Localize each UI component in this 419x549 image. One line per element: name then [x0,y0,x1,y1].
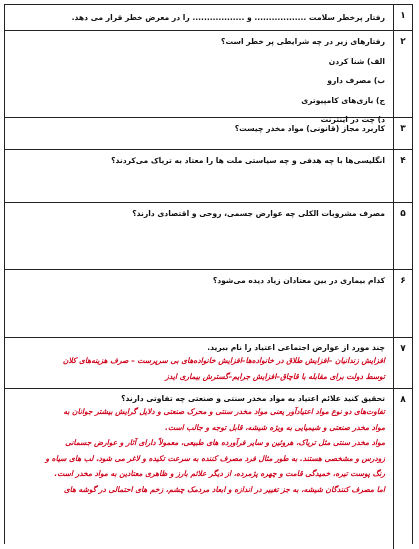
question-text: انگلیسی‌ها با چه هدفی و چه سیاستی ملت ها را معتاد به تریاک می‌کردند؟ [111,156,385,165]
question-number: ۶ [393,270,412,337]
question-number: ۱ [393,5,412,30]
question-text: مصرف مشروبات الکلی چه عوارض جسمی، روحی و اقتصادی دارند؟ [132,209,385,218]
question-text: چند مورد از عوارض اجتماعی اعتیاد را نام ببرید. [207,343,385,352]
question-text: تحقیق کنید علائم اعتیاد به مواد مخدر سنتی و صنعتی چه تفاوتی دارند؟ [121,394,385,403]
answer-line: اما مصرف کنندگان شیشه، به جز تغییر در اندازه و ابعاد مردمک چشم، زخم های احتمالی در گوشه های [63,484,385,494]
answer-line: توسط دولت برای مقابله با قاچاق–افزایش جرایم–گسترش بیماری ایدز [165,371,385,381]
question-number: ۳ [393,118,412,149]
question-row-2 [5,31,412,124]
question-number: ۸ [393,389,412,549]
option-c: ج) بازی‌های کامپیوتری [301,95,385,105]
answer-line: مواد مخدر سنتی مثل تریاک، هروئین و سایر فرآورده های طبیعی، معمولاً دارای آثار و عوارض جسمانی [65,438,385,447]
question-row-8 [5,389,412,549]
question-number: ۴ [393,150,412,202]
option-d: د) چت در اینترنت [320,115,385,124]
question-content [5,270,393,337]
question-row-6 [5,270,412,338]
question-text: کدام بیماری در بین معتادان زیاد دیده می‌شود؟ [212,276,385,285]
answer-line: رنگ پوست تیره، خمیدگی قامت و چهره پژمرده، از دیگر علائم بارز و ظاهری معتادین به مواد مخدر است. [54,469,385,478]
question-content [5,5,393,30]
question-row-1 [5,5,412,31]
option-a: الف) شنا کردن [328,56,385,66]
option-b: ب) مصرف دارو [327,76,385,85]
answer-line: زودرس و مشخصی هستند. به طور مثال فرد مصرف کننده به سرعت تکیده و لاغر می شود، لب های سیاه و [45,453,385,463]
question-content [5,203,393,269]
question-content [5,31,393,124]
question-text: رفتار پرخطر سلامت .................. و .................. را در معرض خطر قرار می دهد. [71,13,385,22]
answer-line: افزایش زندانیان –افزایش طلاق در خانواده‌ها–افزایش خانواده‌های بی سرپرست – صرف هزینه‌های کلان [62,356,385,365]
answer-line: مواد مخدر صنعتی و شیمیایی به ویژه شیشه، قابل توجه و جالب است. [165,422,385,432]
question-row-5 [5,203,412,270]
question-content [5,150,393,202]
question-content [5,389,393,549]
question-content [5,118,393,149]
question-content [5,338,393,388]
question-number: ۲ [393,31,412,117]
question-number: ۵ [393,203,412,269]
question-row-4 [5,150,412,203]
question-row-3 [5,118,412,150]
question-text: رفتارهای زیر در چه شرایطی پر خطر است؟ [221,37,385,46]
question-sheet [4,4,413,544]
answer-line: تفاوت‌های دو نوع مواد اعتیادآور یعنی مواد مخدر سنتی و محرک صنعتی و دلایل گرایش بیشتر جوانان به [63,407,385,416]
question-text: کاربرد مجاز (قانونی) مواد مخدر چیست؟ [234,124,385,133]
question-number: ۷ [393,338,412,388]
question-row-7 [5,338,412,389]
